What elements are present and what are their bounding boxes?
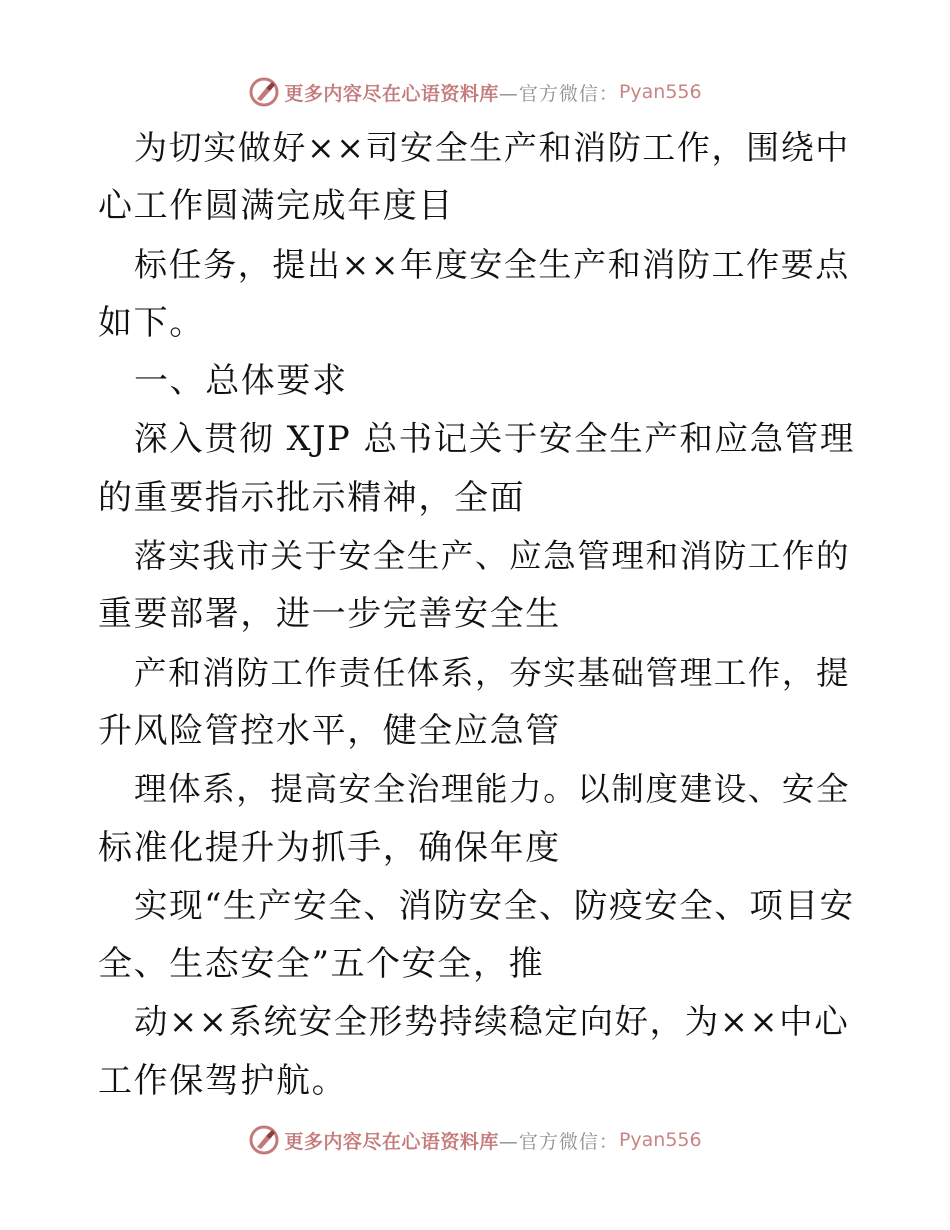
watermark-wechat-label: —官方微信： xyxy=(498,1130,619,1153)
text-line: 升风险管控水平，健全应急管 xyxy=(98,710,561,751)
text-line: 深入贯彻 XJP 总书记关于安全生产和应急管理 xyxy=(134,419,855,459)
watermark-wechat-label: —官方微信： xyxy=(498,82,619,105)
text-line: 如下。 xyxy=(98,302,205,343)
pen-nib-circle-icon xyxy=(248,76,280,108)
text-line: 理体系，提高安全治理能力。以制度建设、安全 xyxy=(134,770,851,809)
text-line: 的重要指示批示精神，全面 xyxy=(98,477,526,518)
text-line: 标任务，提出××年度安全生产和消防工作要点 xyxy=(134,244,850,284)
text-line: 全、生态安全”五个安全，推 xyxy=(98,944,545,985)
header-watermark xyxy=(0,72,950,112)
text-line: 重要部署，进一步完善安全生 xyxy=(98,594,561,635)
watermark-wechat-id: Pyan556 xyxy=(618,1129,702,1151)
text-line: 工作保驾护航。 xyxy=(98,1060,348,1101)
text-line: 心工作圆满完成年度目 xyxy=(98,186,454,227)
text-line: 标准化提升为抓手，确保年度 xyxy=(98,827,561,868)
watermark-brand: 更多内容尽在心语资料库 xyxy=(284,82,499,105)
watermark-wechat-id: Pyan556 xyxy=(618,81,702,103)
text-line: 实现“生产安全、消防安全、防疫安全、项目安 xyxy=(134,885,855,925)
text-line: 产和消防工作责任体系，夯实基础管理工作，提 xyxy=(134,653,851,692)
pen-nib-circle-icon xyxy=(248,1124,280,1156)
text-line: 为切实做好××司安全生产和消防工作，围绕中 xyxy=(134,128,850,167)
text-line: 落实我市关于安全生产、应急管理和消防工作的 xyxy=(134,537,851,576)
text-line: 动××系统安全形势持续稳定向好，为××中心 xyxy=(134,1002,850,1042)
document-body xyxy=(98,125,858,1116)
watermark-brand: 更多内容尽在心语资料库 xyxy=(284,1130,499,1153)
section-heading: 一、总体要求 xyxy=(134,361,348,402)
footer-watermark xyxy=(0,1120,950,1160)
